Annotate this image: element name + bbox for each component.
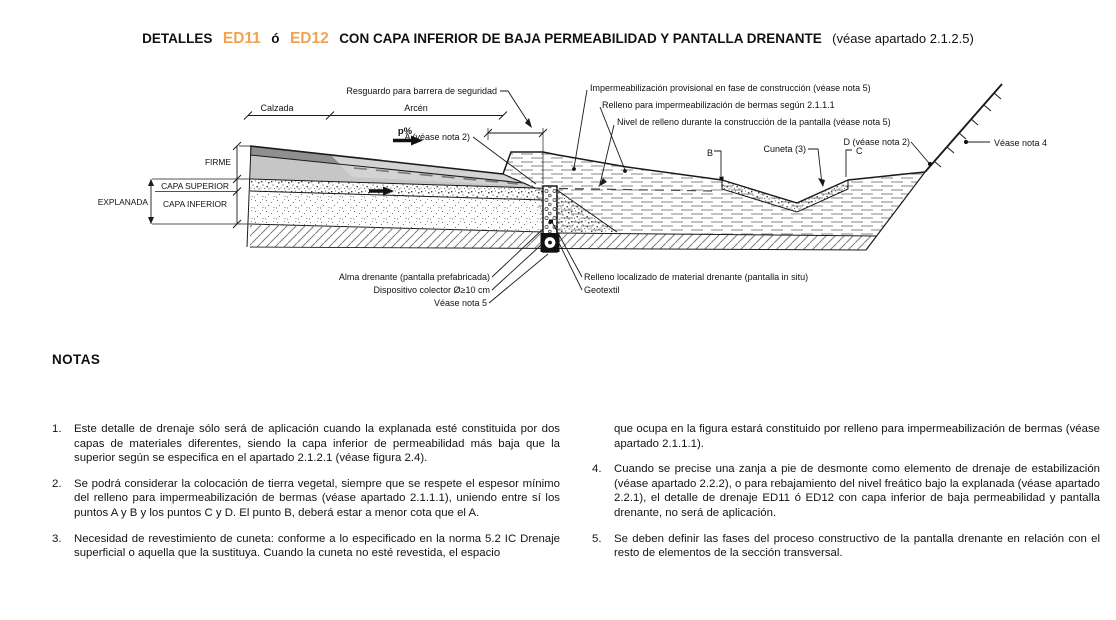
note-2 [52, 477, 560, 521]
note-4 [592, 462, 1100, 520]
label-vease-nota4: Véase nota 4 [994, 138, 1048, 148]
label-point-b: B [706, 148, 714, 158]
label-capa-inferior: CAPA INFERIOR [162, 199, 228, 209]
label-dispositivo-colector: Dispositivo colector Ø≥10 cm [373, 285, 490, 295]
title-rest: CON CAPA INFERIOR DE BAJA PERMEABILIDAD Y PANTALLA DRENANTE [339, 31, 822, 46]
notes-heading: NOTAS [52, 352, 101, 367]
note-3-continuation [592, 422, 1100, 451]
notes-column-right [592, 422, 1100, 572]
label-point-d: D (véase nota 2) [843, 137, 910, 147]
label-vease-nota5: Véase nota 5 [433, 298, 487, 308]
slope-tick-marks [934, 93, 1001, 167]
label-point-a: A (véase nota 2) [404, 132, 470, 142]
title-code-ed11: ED11 [222, 30, 261, 47]
label-calzada: Calzada [260, 103, 294, 113]
explanada-layers [250, 179, 543, 232]
note-number: 4. [592, 463, 602, 476]
note-text: que ocupa en la figura estará constituido por relleno para impermeabilización de bermas (véase apartado 2.1.1.1). [614, 423, 1100, 450]
note-number [592, 422, 614, 451]
note-text: Necesidad de revestimiento de cuneta: conforme a lo especificado en la norma 5.2 IC Drenaje superficial o aquella que la sustituya. Cuando la cuneta no esté revestida, el espacio [74, 532, 560, 560]
label-nivel-relleno: Nivel de relleno durante la construcción de la pantalla (véase nota 5) [617, 117, 891, 127]
label-capa-superior: CAPA SUPERIOR [161, 181, 229, 191]
note-text: Se podrá considerar la colocación de tierra vegetal, siempre que se respete el espesor mínimo del relleno para impermeabilización de bermas (véase apartado 2.1.1.1), uniendo entre sí los puntos A y B y los puntos C y D. El punto B, deberá estar a menor cota que el A. [74, 477, 560, 519]
note-text: Este detalle de drenaje sólo será de aplicación cuando la explanada esté constituida por dos capas de materiales diferentes, siendo la capa inferior de permeabilidad más baja que la superior según se especifica en el apartado 2.1.2.1 (véase figura 2.4). [74, 423, 560, 465]
label-geotextil: Geotextil [584, 285, 620, 295]
label-relleno-bermas: Relleno para impermeabilización de bermas según 2.1.1.1 [602, 100, 835, 110]
label-alma-drenante: Alma drenante (pantalla prefabricada) [338, 272, 490, 282]
note-5 [592, 532, 1100, 561]
relleno-bermas-marker [623, 169, 627, 173]
label-explanada: EXPLANADA [97, 197, 148, 207]
label-impermeabilizacion: Impermeabilización provisional en fase de construcción (véase nota 5) [590, 83, 871, 93]
title-prefix: DETALLES [142, 31, 213, 46]
note-number: 5. [592, 532, 602, 545]
label-p-percent: p% [397, 126, 413, 137]
label-resguardo: Resguardo para barrera de seguridad [346, 86, 497, 96]
notes-column-left [52, 422, 560, 572]
pantalla-drenante [541, 186, 560, 252]
title-conjunction: ó [271, 31, 280, 46]
relleno-loc-marker [549, 220, 553, 224]
label-point-c: C [856, 146, 863, 156]
note-1 [52, 422, 560, 466]
label-firme: FIRME [204, 157, 231, 167]
label-relleno-localizado: Relleno localizado de material drenante (pantalla in situ) [584, 272, 809, 282]
note-number: 1. [52, 423, 62, 435]
nota4-marker [964, 140, 968, 144]
note-3 [52, 532, 560, 561]
note-text: Cuando se precise una zanja a pie de desmonte como elemento de drenaje de estabilización (véase apartado 2.2.2), o para rebajamiento del nivel freático bajo la explanada (véase apartado 2.2.1), el detalle de drenaje ED11 ó ED12 con capa inferior de baja permeabilidad y pantalla drenante, no será de aplicación. [614, 463, 1100, 519]
label-arcen: Arcén [404, 103, 428, 113]
point-b-marker [720, 177, 724, 181]
point-d-marker [928, 162, 932, 166]
label-cuneta: Cuneta (3) [763, 144, 806, 154]
title-reference: (véase apartado 2.1.2.5) [832, 31, 974, 46]
imperm-marker [572, 167, 576, 171]
title-code-ed12: ED12 [289, 30, 329, 47]
note-number: 3. [52, 532, 62, 545]
note-text: Se deben definir las fases del proceso constructivo de la pantalla drenante en relación con el resto de elementos de la sección transversal. [614, 532, 1100, 560]
note-number: 2. [52, 477, 62, 490]
